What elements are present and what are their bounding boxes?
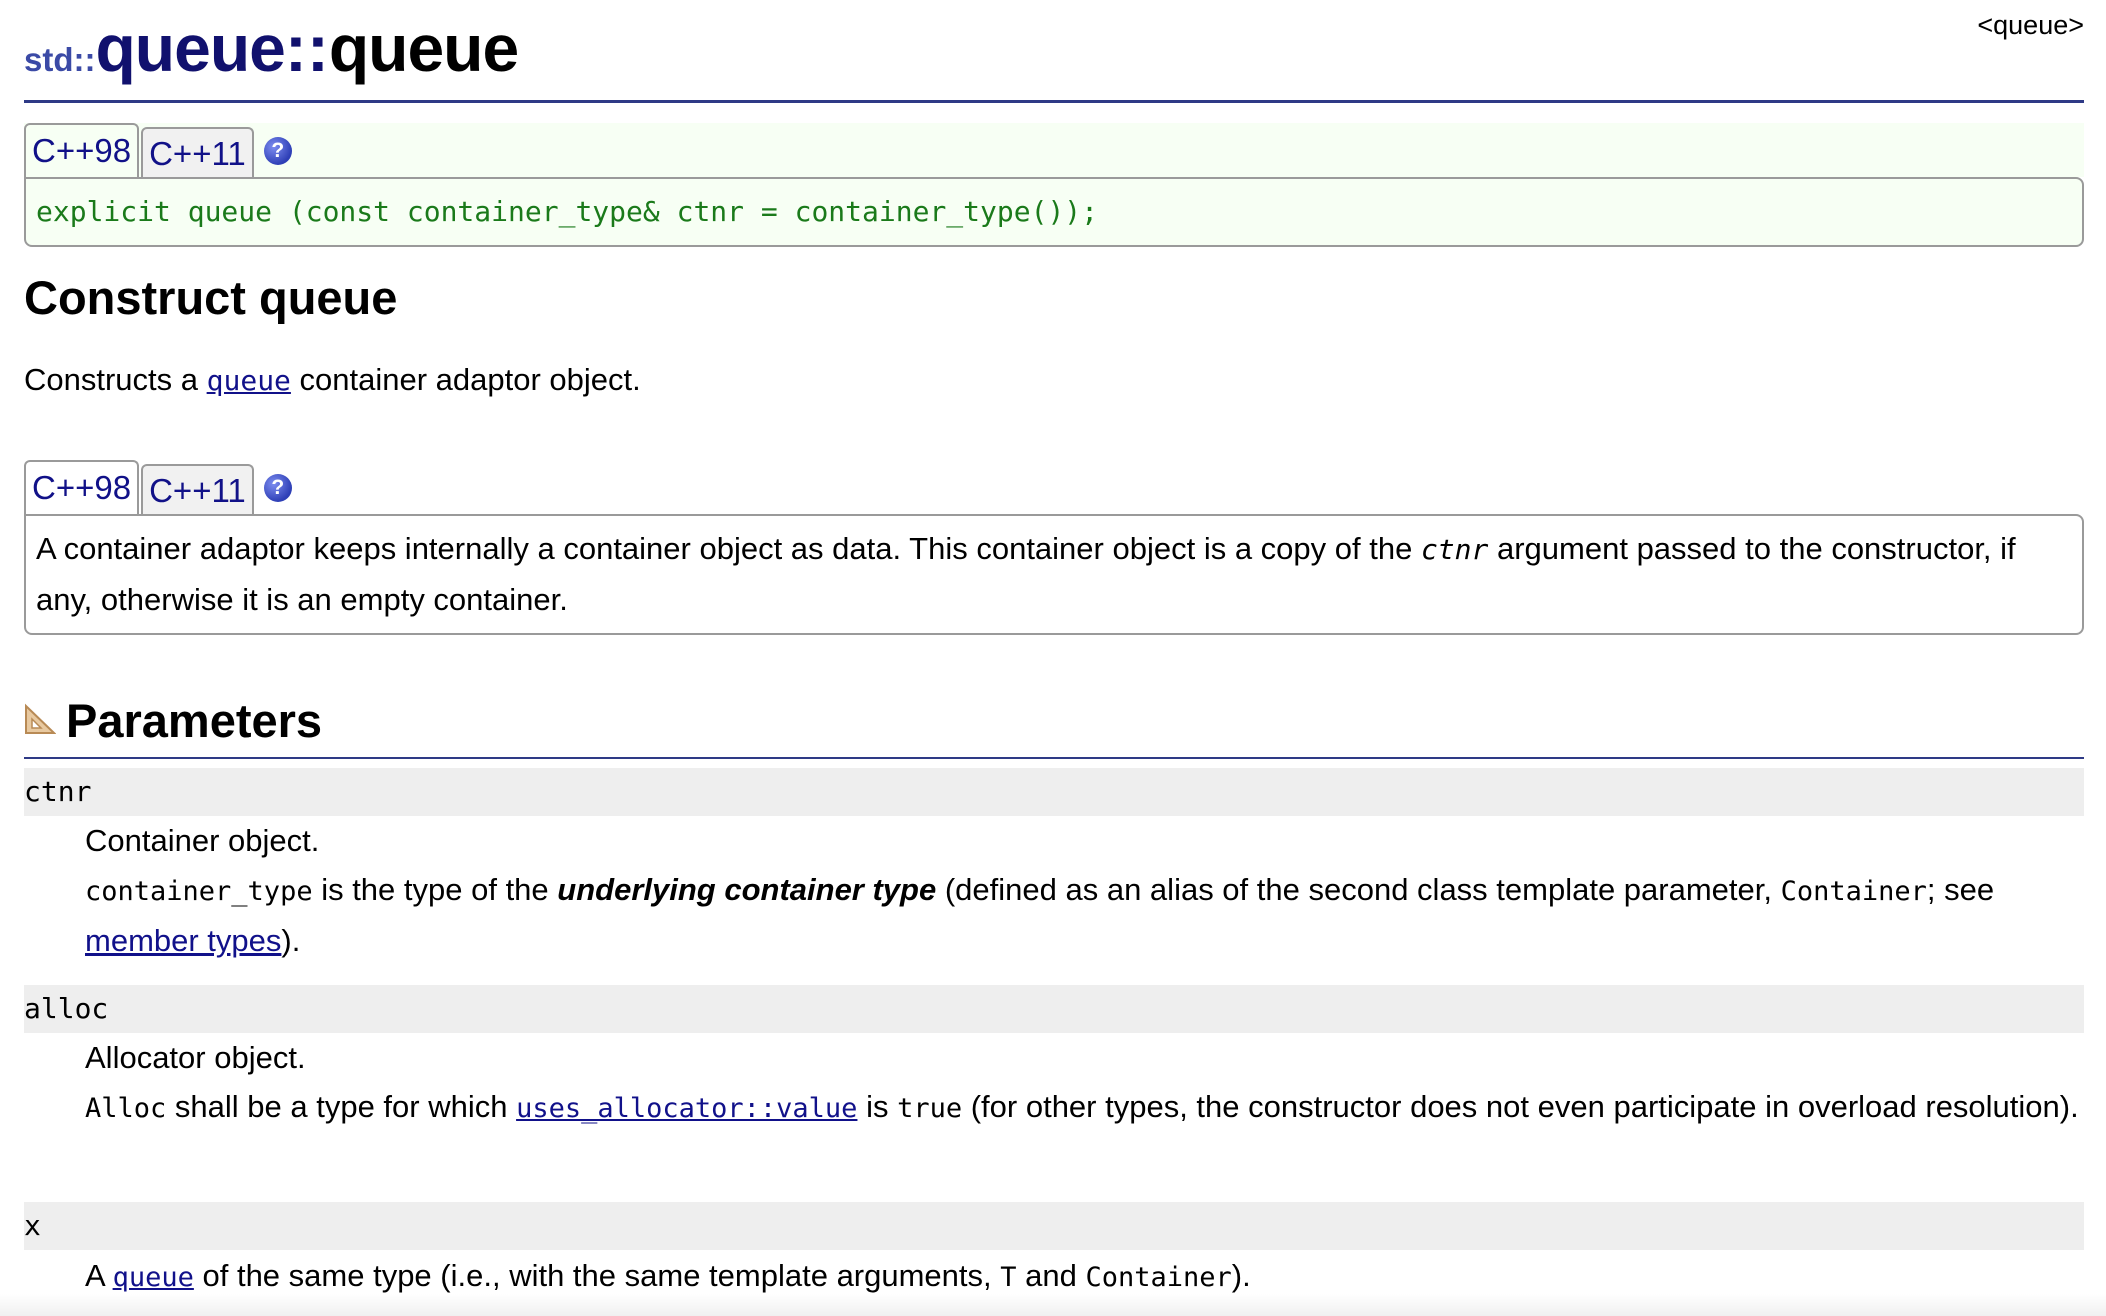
description-before: A container adaptor keeps internally a container object as data. This container object is a copy of the [36,531,1421,566]
ctnr-arg: ctnr [1420,533,1489,566]
intro-text [24,362,641,398]
queue-link[interactable]: queue [206,364,291,397]
queue-link[interactable]: queue [112,1262,194,1293]
text-fragment: (defined as an alias of the second class template parameter, [936,872,1781,907]
param-alloc-line1: Allocator object. [85,1040,306,1075]
text-fragment: ). [281,923,301,958]
code-container-type: container_type [85,876,313,907]
parameters-heading: Parameters [66,694,323,747]
header-include-label: <queue> [1977,10,2084,40]
class-name: queue [95,11,285,85]
description-after: argument passed to the constructor, if any, otherwise it is an empty container. [36,531,2016,617]
text-fragment: ). [1231,1258,1251,1293]
code-container: Container [1085,1262,1232,1293]
description-box [24,514,2084,635]
parameters-header [24,685,2084,759]
help-icon[interactable]: ? [264,474,292,502]
text-fragment: is [857,1089,898,1124]
text-fragment: A [85,1258,113,1293]
page-title [24,10,518,86]
uses-allocator-link[interactable]: uses_allocator::value [516,1093,858,1124]
bottom-edge [0,1294,2106,1316]
description-version-tabs [24,460,2084,514]
tab-cpp11[interactable]: C++11 [141,464,254,514]
text-fragment: of the same type (i.e., with the same template arguments, [193,1258,1001,1293]
ruler-triangle-icon [24,703,56,735]
code-alloc: Alloc [85,1093,167,1124]
section-title: Construct queue [24,271,398,324]
text-fragment: shall be a type for which [166,1089,517,1124]
param-ctnr-line2 [85,865,2084,965]
param-desc-alloc [85,1033,2084,1133]
param-name-ctnr: ctnr [24,768,2084,816]
function-name: queue [328,11,519,85]
param-name-x: x [24,1202,2084,1250]
text-fragment: (for other types, the constructor does not even participate in overload resolution). [962,1089,2079,1124]
namespace-label: std:: [24,41,96,78]
description-section [24,460,2084,635]
text-fragment: is the type of the [312,872,558,907]
code-T: T [1000,1262,1017,1293]
underlying-container-emphasis: underlying container type [557,872,937,907]
param-name-alloc: alloc [24,985,2084,1033]
intro-before: Constructs a [24,362,207,397]
param-ctnr-line1: Container object. [85,823,320,858]
tab-cpp98[interactable]: C++98 [24,460,139,514]
tab-cpp98[interactable]: C++98 [24,123,139,177]
tab-cpp11[interactable]: C++11 [141,127,254,177]
declaration-version-tabs [24,123,2084,177]
declaration-code: explicit queue (const container_type& ctnr = container_type()); [24,177,2084,247]
page-header [24,0,2084,103]
code-container: Container [1780,876,1927,907]
intro-after: container adaptor object. [290,362,641,397]
text-fragment: and [1016,1258,1086,1293]
help-icon[interactable]: ? [264,137,292,165]
text-fragment: ; see [1926,872,1995,907]
param-desc-ctnr [85,816,2084,965]
scope-separator: :: [284,11,329,85]
code-true: true [897,1093,963,1124]
member-types-link[interactable]: member types [85,923,282,958]
reference-page [24,0,2084,1293]
param-alloc-line2 [85,1082,2084,1133]
declaration-section [24,123,2084,247]
